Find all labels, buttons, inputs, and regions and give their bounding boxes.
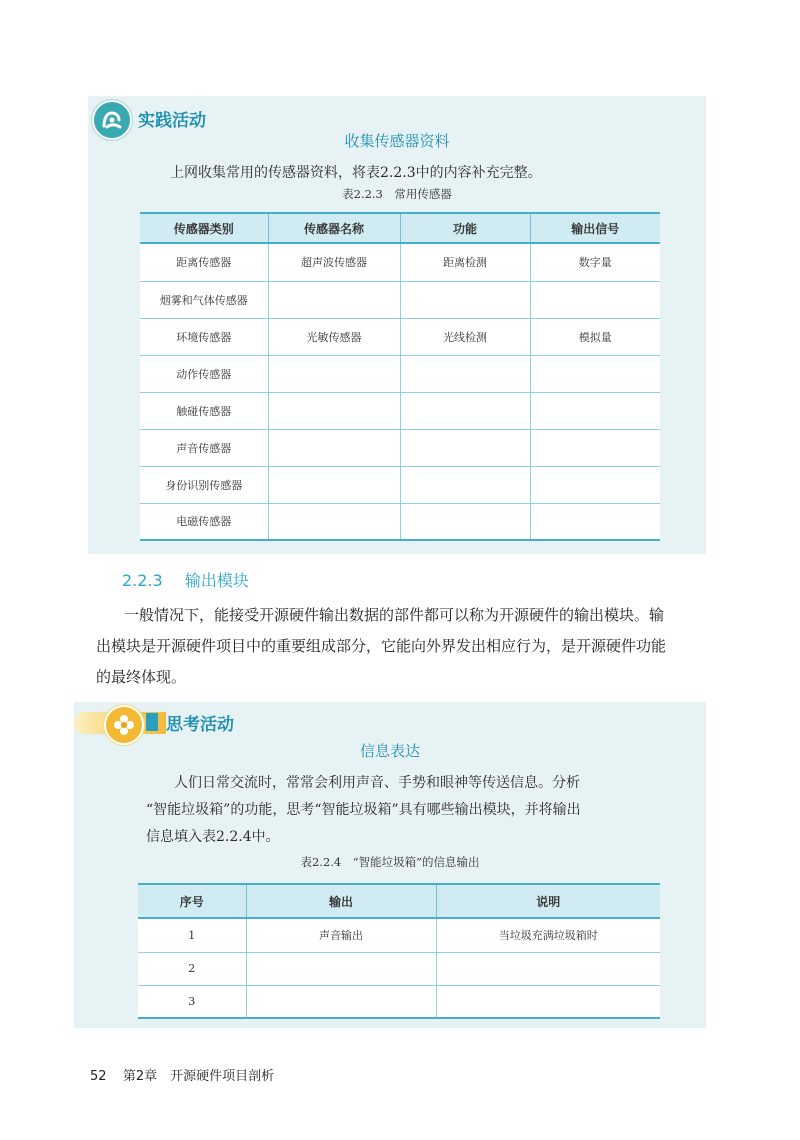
table-row xyxy=(138,985,660,1018)
table-row xyxy=(138,918,660,952)
table-cell: 动作传感器 xyxy=(140,355,268,392)
activity2-subtitle: 信息表达 xyxy=(359,742,420,760)
table-cell xyxy=(246,952,436,985)
paragraph-line: 一般情况下，能接受开源硬件输出数据的部件都可以称为开源硬件的输出模块。输 xyxy=(124,606,665,624)
table-cell xyxy=(400,466,530,503)
sensor-table xyxy=(140,212,660,541)
table-row xyxy=(140,392,660,429)
section-title: 输出模块 xyxy=(184,571,249,590)
table-cell xyxy=(268,503,400,540)
table-cell: 距离检测 xyxy=(400,243,530,281)
page-number: 52 xyxy=(90,1069,107,1084)
header-sensor-name: 传感器名称 xyxy=(268,213,400,243)
chapter-label: 第2章 开源硬件项目剖析 xyxy=(122,1069,275,1084)
table-cell xyxy=(400,355,530,392)
table-cell xyxy=(268,466,400,503)
title-marker xyxy=(146,713,158,731)
table-cell xyxy=(268,355,400,392)
table-2-2-4-caption: 表2.2.4 “智能垃圾箱”的信息输出 xyxy=(300,855,480,869)
activity1-instruction: 上网收集常用的传感器资料，将表2.2.3中的内容补充完整。 xyxy=(170,165,542,181)
section-paragraph xyxy=(96,600,708,693)
table-row xyxy=(140,503,660,540)
table-cell xyxy=(268,392,400,429)
table-cell xyxy=(530,355,660,392)
table-cell xyxy=(400,281,530,318)
table-cell: 数字量 xyxy=(530,243,660,281)
activity1-title: 实践活动 xyxy=(138,111,206,131)
activity1-subtitle: 收集传感器资料 xyxy=(344,132,450,150)
table-cell: 2 xyxy=(138,952,246,985)
table-cell xyxy=(400,503,530,540)
table-cell xyxy=(436,952,660,985)
table-cell: 电磁传感器 xyxy=(140,503,268,540)
section-heading xyxy=(122,568,249,591)
activity2-title: 思考活动 xyxy=(166,715,234,735)
table-cell xyxy=(400,429,530,466)
table-cell: 触碰传感器 xyxy=(140,392,268,429)
table-2-2-3-caption: 表2.2.3 常用传感器 xyxy=(342,187,452,201)
table-cell xyxy=(246,985,436,1018)
table-cell: 3 xyxy=(138,985,246,1018)
table-row xyxy=(140,318,660,355)
table-cell: 烟雾和气体传感器 xyxy=(140,281,268,318)
table-cell: 声音输出 xyxy=(246,918,436,952)
text-line: “智能垃圾箱”的功能，思考“智能垃圾箱”具有哪些输出模块，并将输出 xyxy=(146,802,581,818)
table-cell: 身份识别传感器 xyxy=(140,466,268,503)
table-cell: 声音传感器 xyxy=(140,429,268,466)
table-cell xyxy=(530,503,660,540)
paragraph-line: 的最终体现。 xyxy=(96,668,187,686)
table-cell: 模拟量 xyxy=(530,318,660,355)
table-cell xyxy=(530,466,660,503)
page-footer xyxy=(90,1065,274,1084)
section-number: 2.2.3 xyxy=(122,571,163,590)
table-row xyxy=(138,952,660,985)
table-cell xyxy=(400,392,530,429)
table-cell: 超声波传感器 xyxy=(268,243,400,281)
table-cell: 当垃圾充满垃圾箱时 xyxy=(436,918,660,952)
flower-icon xyxy=(104,705,144,745)
table-row xyxy=(140,281,660,318)
table-row xyxy=(140,355,660,392)
table-cell xyxy=(268,429,400,466)
table-cell: 环境传感器 xyxy=(140,318,268,355)
text-line: 信息填入表2.2.4中。 xyxy=(146,829,280,845)
output-table xyxy=(138,883,660,1019)
table-cell xyxy=(268,281,400,318)
table-row xyxy=(140,466,660,503)
table-row xyxy=(140,243,660,281)
table-cell xyxy=(530,392,660,429)
header-output: 输出 xyxy=(246,884,436,918)
header-sensor-category: 传感器类别 xyxy=(140,213,268,243)
header-function: 功能 xyxy=(400,213,530,243)
table-cell: 距离传感器 xyxy=(140,243,268,281)
table-cell: 1 xyxy=(138,918,246,952)
table-cell xyxy=(436,985,660,1018)
table-cell xyxy=(530,281,660,318)
paragraph-line: 出模块是开源硬件项目中的重要组成部分，它能向外界发出相应行为，是开源硬件功能 xyxy=(96,637,667,655)
table-cell xyxy=(530,429,660,466)
header-index: 序号 xyxy=(138,884,246,918)
table-cell: 光敏传感器 xyxy=(268,318,400,355)
table-cell: 光线检测 xyxy=(400,318,530,355)
text-line: 人们日常交流时，常常会利用声音、手势和眼神等传送信息。分析 xyxy=(174,775,580,791)
header-description: 说明 xyxy=(436,884,660,918)
table-row xyxy=(140,429,660,466)
activity2-text xyxy=(146,770,686,851)
header-output-signal: 输出信号 xyxy=(530,213,660,243)
